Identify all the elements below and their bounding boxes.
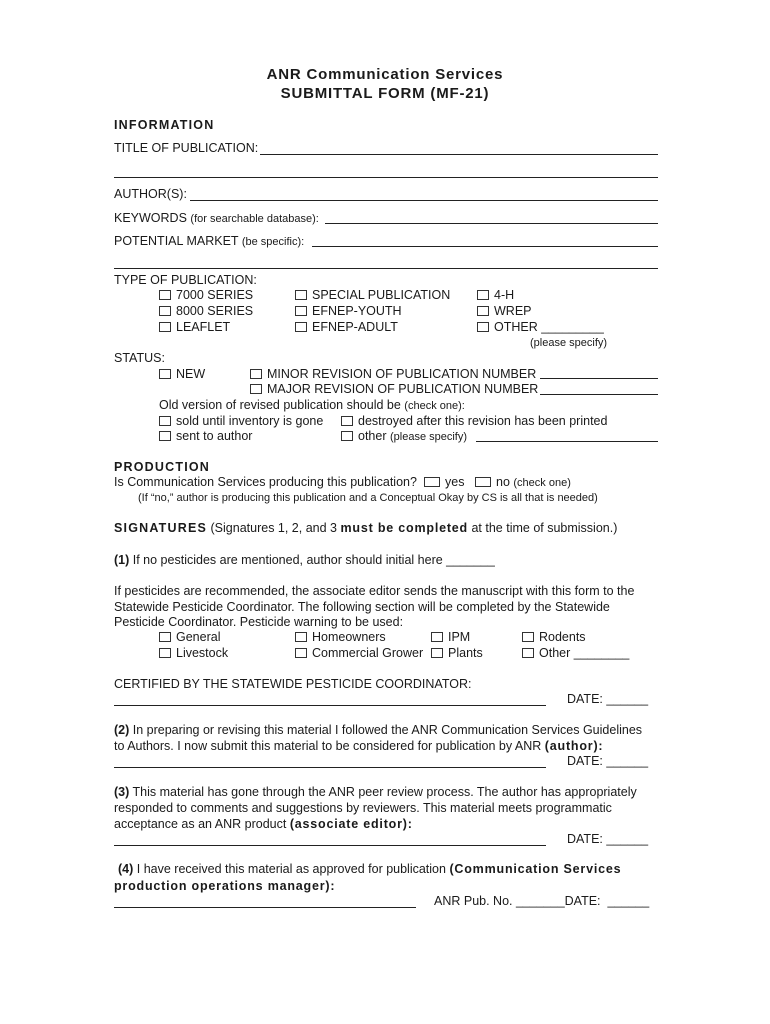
signature-2-number: (2) — [114, 723, 130, 737]
checkbox-icon[interactable] — [159, 306, 171, 316]
type-4h[interactable]: 4-H — [477, 288, 514, 302]
signature-2-p2: to Authors. I now submit this material to be considered for publication by ANR (author): — [114, 739, 604, 753]
old-other[interactable]: other (please specify) — [341, 429, 467, 443]
status-new[interactable]: NEW — [159, 367, 205, 381]
old-version-check-one: (check one): — [404, 400, 465, 412]
signature-2-role: (author): — [544, 739, 604, 753]
old-version-text: Old version of revised publication should be — [159, 398, 401, 412]
pesticide-paragraph-2: Statewide Pesticide Coordinator. The following section will be completed by the Statewide — [114, 600, 610, 614]
anr-pub-number[interactable]: ANR Pub. No. _______DATE: ______ — [434, 894, 650, 908]
manager-signature-line[interactable] — [114, 907, 416, 908]
author-signature-line[interactable] — [114, 767, 546, 768]
checkbox-icon[interactable] — [295, 322, 307, 332]
production-question: Is Communication Services producing this publication? — [114, 475, 417, 489]
certified-label: CERTIFIED BY THE STATEWIDE PESTICIDE COORDINATOR: — [114, 677, 472, 691]
warning-commercial-grower[interactable]: Commercial Grower — [295, 646, 423, 660]
warning-other[interactable]: Other ________ — [522, 646, 629, 660]
checkbox-icon[interactable] — [159, 290, 171, 300]
status-label: STATUS: — [114, 351, 165, 365]
signature-1-number: (1) — [114, 553, 130, 567]
warning-rodents[interactable]: Rodents — [522, 630, 586, 644]
checkbox-icon[interactable] — [159, 431, 171, 441]
checkbox-icon[interactable] — [431, 648, 443, 658]
checkbox-icon[interactable] — [341, 431, 353, 441]
signatures-intro — [114, 521, 617, 535]
pesticide-paragraph-3: Pesticide Coordinator. Pesticide warning to be used: — [114, 615, 404, 629]
signature-4-role-1: (Communication Services — [449, 862, 622, 876]
signature-3-number: (3) — [114, 785, 130, 799]
checkbox-icon[interactable] — [341, 416, 353, 426]
form-subtitle: SUBMITTAL FORM (MF-21) — [280, 85, 490, 102]
warning-homeowners[interactable]: Homeowners — [295, 630, 386, 644]
production-heading: PRODUCTION — [114, 460, 211, 474]
checkbox-icon[interactable] — [477, 322, 489, 332]
market-note: (be specific): — [241, 236, 305, 248]
signature-3-p2: responded to comments and suggestions by reviewers. This material meets programmatic — [114, 801, 612, 815]
major-revision-number-line[interactable] — [540, 394, 658, 395]
type-other[interactable]: OTHER _________ — [477, 320, 604, 334]
warning-general[interactable]: General — [159, 630, 220, 644]
form-title: ANR Communication Services — [266, 66, 504, 83]
keywords-label-text: KEYWORDS — [114, 211, 187, 225]
warning-other-blank[interactable]: ________ — [573, 646, 630, 660]
coordinator-date[interactable]: DATE: ______ — [567, 692, 649, 706]
checkbox-icon[interactable] — [159, 648, 171, 658]
warning-livestock[interactable]: Livestock — [159, 646, 228, 660]
signature-1 — [114, 553, 495, 567]
checkbox-icon[interactable] — [477, 290, 489, 300]
authors-input-line[interactable] — [190, 200, 658, 201]
checkbox-icon[interactable] — [159, 322, 171, 332]
authors-label: AUTHOR(S): — [114, 187, 187, 201]
please-specify-note: (please specify) — [530, 337, 608, 349]
checkbox-icon[interactable] — [475, 477, 491, 487]
keywords-note: (for searchable database): — [190, 213, 319, 225]
editor-signature-line[interactable] — [114, 845, 546, 846]
production-note: (If “no,” author is producing this publication and a Conceptual Okay by CS is all that is needed) — [138, 492, 598, 504]
status-major-revision[interactable]: MAJOR REVISION OF PUBLICATION NUMBER — [250, 382, 538, 396]
signatures-intro-a: (Signatures 1, 2, and 3 — [210, 521, 337, 535]
checkbox-icon[interactable] — [522, 648, 534, 658]
type-efnep-adult[interactable]: EFNEP-ADULT — [295, 320, 398, 334]
checkbox-icon[interactable] — [295, 648, 307, 658]
market-input-line[interactable] — [312, 246, 658, 247]
type-efnep-youth[interactable]: EFNEP-YOUTH — [295, 304, 402, 318]
checkbox-icon[interactable] — [522, 632, 534, 642]
checkbox-icon[interactable] — [477, 306, 489, 316]
checkbox-icon[interactable] — [295, 306, 307, 316]
checkbox-icon[interactable] — [159, 416, 171, 426]
status-minor-revision[interactable]: MINOR REVISION OF PUBLICATION NUMBER — [250, 367, 536, 381]
checkbox-icon[interactable] — [250, 369, 262, 379]
old-sold-until-gone[interactable]: sold until inventory is gone — [159, 414, 323, 428]
information-heading: INFORMATION — [114, 118, 215, 132]
signature-4-role-2: production operations manager): — [114, 879, 336, 893]
checkbox-icon[interactable] — [431, 632, 443, 642]
minor-revision-number-line[interactable] — [540, 378, 658, 379]
warning-plants[interactable]: Plants — [431, 646, 483, 660]
old-sent-to-author[interactable]: sent to author — [159, 429, 252, 443]
type-7000-series[interactable]: 7000 SERIES — [159, 288, 253, 302]
signature-3-role: (associate editor): — [289, 817, 413, 831]
type-special-publication[interactable]: SPECIAL PUBLICATION — [295, 288, 450, 302]
production-yes[interactable]: yes — [424, 475, 464, 489]
checkbox-icon[interactable] — [295, 290, 307, 300]
warning-ipm[interactable]: IPM — [431, 630, 470, 644]
checkbox-icon[interactable] — [295, 632, 307, 642]
market-label-text: POTENTIAL MARKET — [114, 234, 239, 248]
signature-3-p3: acceptance as an ANR product (associate editor): — [114, 817, 413, 831]
checkbox-icon[interactable] — [159, 632, 171, 642]
signatures-intro-bold: must be completed — [340, 521, 468, 535]
old-destroyed[interactable]: destroyed after this revision has been printed — [341, 414, 607, 428]
title-input-line-2[interactable] — [114, 177, 658, 178]
editor-date[interactable]: DATE: ______ — [567, 832, 649, 846]
author-date[interactable]: DATE: ______ — [567, 754, 649, 768]
type-leaflet[interactable]: LEAFLET — [159, 320, 230, 334]
signature-4-number: (4) — [118, 862, 134, 876]
old-other-input-line[interactable] — [476, 441, 658, 442]
old-version-label — [159, 398, 465, 412]
signatures-intro-b: at the time of submission.) — [471, 521, 618, 535]
type-label: TYPE OF PUBLICATION: — [114, 273, 257, 287]
signature-2-p1: (2) In preparing or revising this material I followed the ANR Communication Services Guidelines — [114, 723, 643, 737]
signature-4-p1: (4) I have received this material as approved for publication (Communication Services — [118, 862, 622, 876]
type-8000-series[interactable]: 8000 SERIES — [159, 304, 253, 318]
signature-1-text: If no pesticides are mentioned, author should initial here _______ — [132, 553, 495, 567]
coordinator-signature-line[interactable] — [114, 705, 546, 706]
checkbox-icon[interactable] — [424, 477, 440, 487]
signatures-heading: SIGNATURES — [114, 521, 208, 535]
market-label — [114, 234, 304, 248]
keywords-label — [114, 211, 319, 225]
market-input-line-2[interactable] — [114, 268, 658, 269]
pesticide-paragraph-1: If pesticides are recommended, the associate editor sends the manuscript with this form to the — [114, 584, 635, 598]
type-wrep[interactable]: WREP — [477, 304, 532, 318]
checkbox-icon[interactable] — [159, 369, 171, 379]
type-other-blank[interactable]: _________ — [541, 320, 604, 334]
signature-3-p1: (3) This material has gone through the ANR peer review process. The author has appropriately — [114, 785, 637, 799]
title-input-line[interactable] — [260, 154, 658, 155]
production-no[interactable]: no (check one) — [475, 475, 571, 489]
title-label: TITLE OF PUBLICATION: — [114, 141, 259, 155]
checkbox-icon[interactable] — [250, 384, 262, 394]
keywords-input-line[interactable] — [325, 223, 658, 224]
